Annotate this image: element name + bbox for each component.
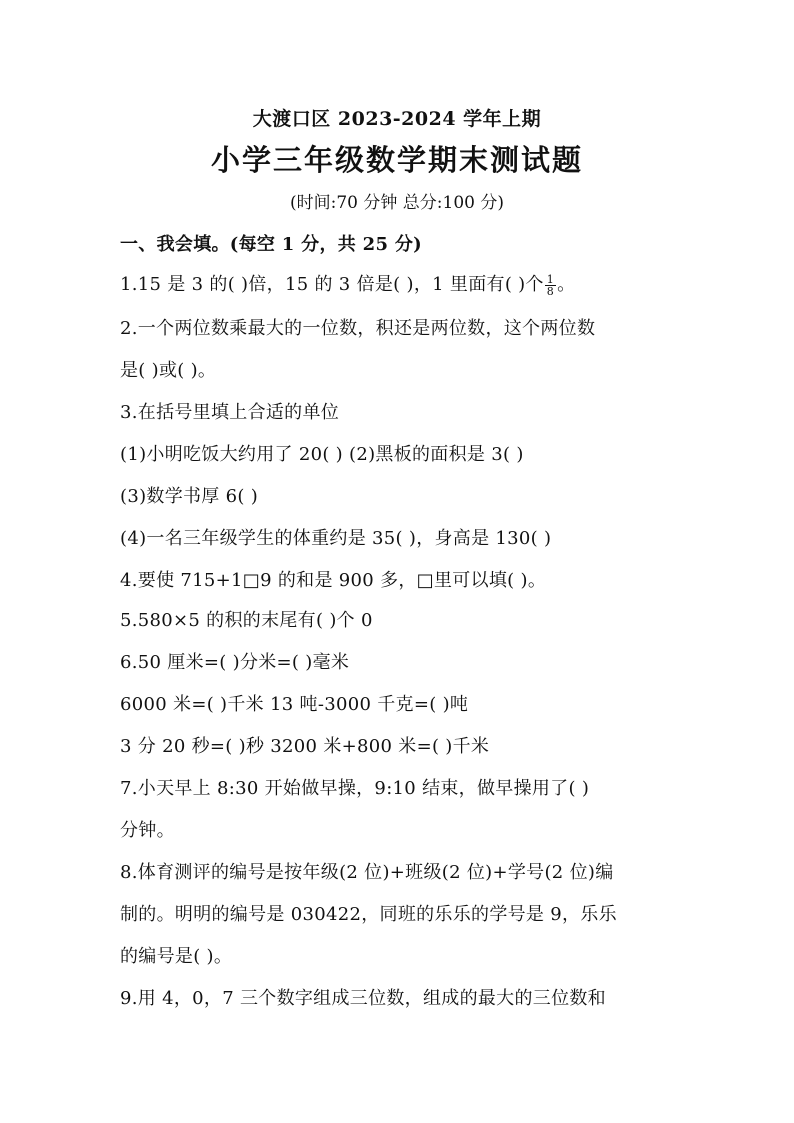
section-heading: 一、我会填。(每空 1 分，共 25 分)	[120, 234, 422, 255]
exam-header-district: 大渡口区 2023-2024 学年上期	[252, 108, 542, 130]
question-8-line-1: 8.体育测评的编号是按年级(2 位)+班级(2 位)+学号(2 位)编	[120, 862, 614, 883]
question-6-line-3: 3 分 20 秒=( )秒 3200 米+800 米=( )千米	[120, 736, 490, 757]
fraction-denominator: 8	[546, 284, 555, 298]
question-8-line-2: 制的。明明的编号是 030422，同班的乐乐的学号是 9，乐乐	[120, 904, 617, 925]
fraction-one-eighth	[545, 274, 556, 297]
question-3-part-c: (4)一名三年级学生的体重约是 35( )，身高是 130( )	[120, 528, 552, 549]
exam-title: 小学三年级数学期末测试题	[210, 143, 583, 177]
question-6-line-2: 6000 米=( )千米 13 吨-3000 千克=( )吨	[120, 694, 469, 715]
question-2-line-2: 是( )或( )。	[120, 360, 217, 381]
question-2-line-1: 2.一个两位数乘最大的一位数，积还是两位数，这个两位数	[120, 318, 596, 339]
question-3-part-b: (3)数学书厚 6( )	[120, 486, 259, 507]
question-5: 5.580×5 的积的末尾有( )个 0	[120, 610, 373, 631]
question-3-title: 3.在括号里填上合适的单位	[120, 402, 340, 423]
question-6-line-1: 6.50 厘米=( )分米=( )毫米	[120, 652, 350, 673]
exam-subtitle: (时间:70 分钟 总分:100 分)	[289, 193, 504, 213]
question-1	[120, 270, 575, 297]
question-7-line-2: 分钟。	[120, 820, 175, 841]
question-9-line-1: 9.用 4，0，7 三个数字组成三位数，组成的最大的三位数和	[120, 988, 606, 1009]
question-3-part-a: (1)小明吃饭大约用了 20( ) (2)黑板的面积是 3( )	[120, 444, 524, 465]
question-1-end: 。	[557, 274, 576, 295]
question-1-text: 1.15 是 3 的( )倍，15 的 3 倍是( )，1 里面有( )个	[120, 274, 544, 295]
question-4: 4.要使 715+1□9 的和是 900 多，□里可以填( )。	[120, 570, 547, 591]
fraction-numerator: 1	[546, 272, 555, 286]
question-7-line-1: 7.小天早上 8:30 开始做早操，9:10 结束，做早操用了( )	[120, 778, 590, 799]
question-8-line-3: 的编号是( )。	[120, 946, 233, 967]
